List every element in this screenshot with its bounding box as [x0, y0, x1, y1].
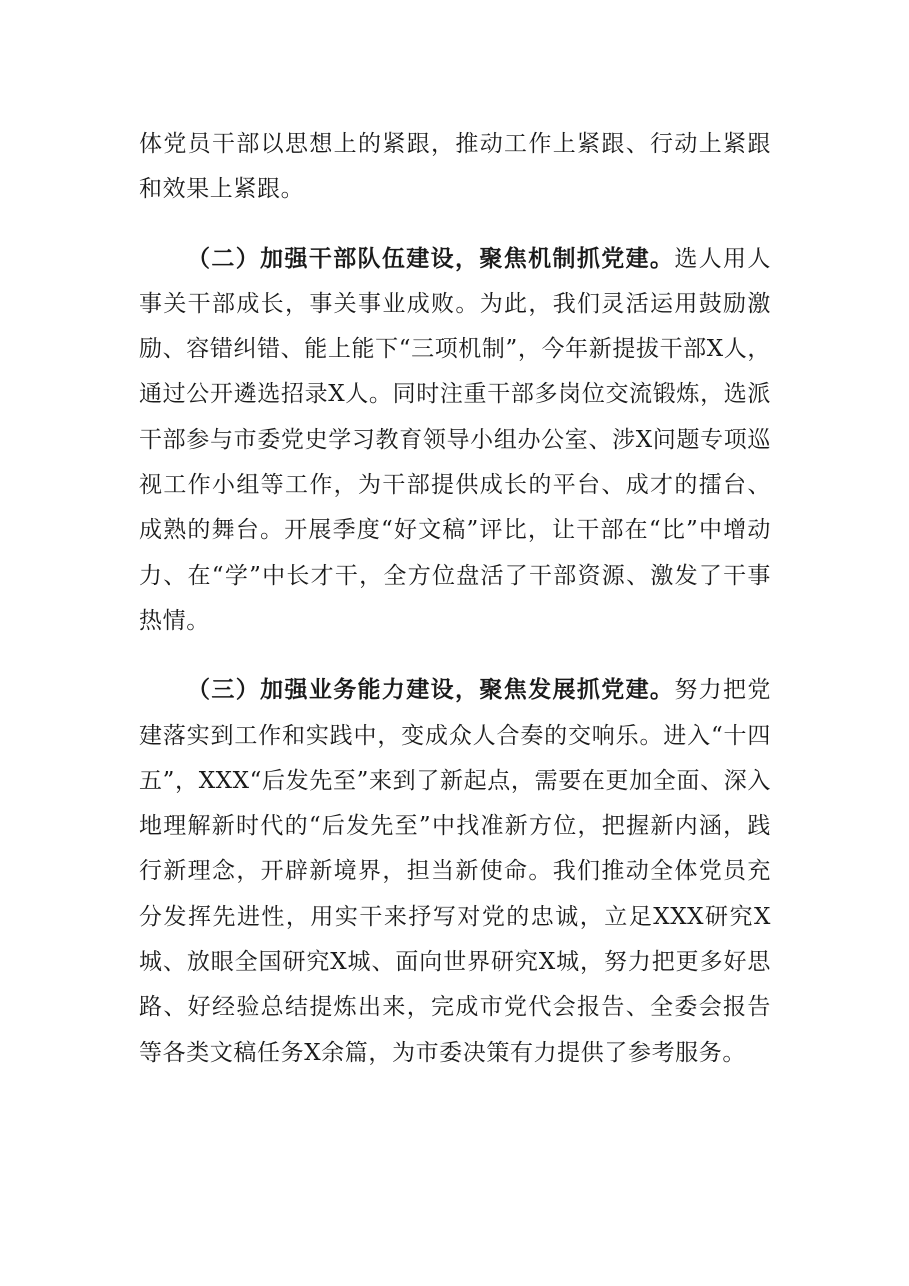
- section-heading: （三）加强业务能力建设，聚焦发展抓党建。: [187, 677, 675, 704]
- paragraph-text: 选人用人事关干部成长，事关事业成败。为此，我们灵活运用鼓励激励、容错纠错、能上能下“三项机制”，今年新提拔干部X人，通过公开遴选招录X人。同时注重干部多岗位交流锻炼，选派干部参与市委党史学习教育领导小组办公室、涉X问题专项巡视工作小组等工作，为干部提供成长的平台、成才的擂台、成熟的舞台。开展季度“好文稿”评比，让干部在“比”中增动力、在“学”中长才干，全方位盘活了干部资源、激发了干事热情。: [139, 245, 772, 634]
- section-heading: （二）加强干部队伍建设，聚焦机制抓党建。: [187, 245, 675, 272]
- paragraph-continuation: [139, 122, 771, 213]
- paragraph-text: 努力把党建落实到工作和实践中，变成众人合奏的交响乐。进入“十四五”，XXX“后发先至”来到了新起点，需要在更加全面、深入地理解新时代的“后发先至”中找准新方位，把握新内涵，践行新理念，开辟新境界，担当新使命。我们推动全体党员充分发挥先进性，用实干来抒写对党的忠诚，立足XXX研究X城、放眼全国研究X城、面向世界研究X城，努力把更多好思路、好经验总结提炼出来，完成市党代会报告、全委会报告等各类文稿任务X余篇，为市委决策有力提供了参考服务。: [139, 677, 772, 1066]
- paragraph-business-capacity: [139, 668, 771, 1076]
- paragraph-cadre-team: [139, 237, 771, 645]
- paragraph-text: 体党员干部以思想上的紧跟，推动工作上紧跟、行动上紧跟和效果上紧跟。: [139, 131, 771, 203]
- document-page: [139, 122, 771, 1076]
